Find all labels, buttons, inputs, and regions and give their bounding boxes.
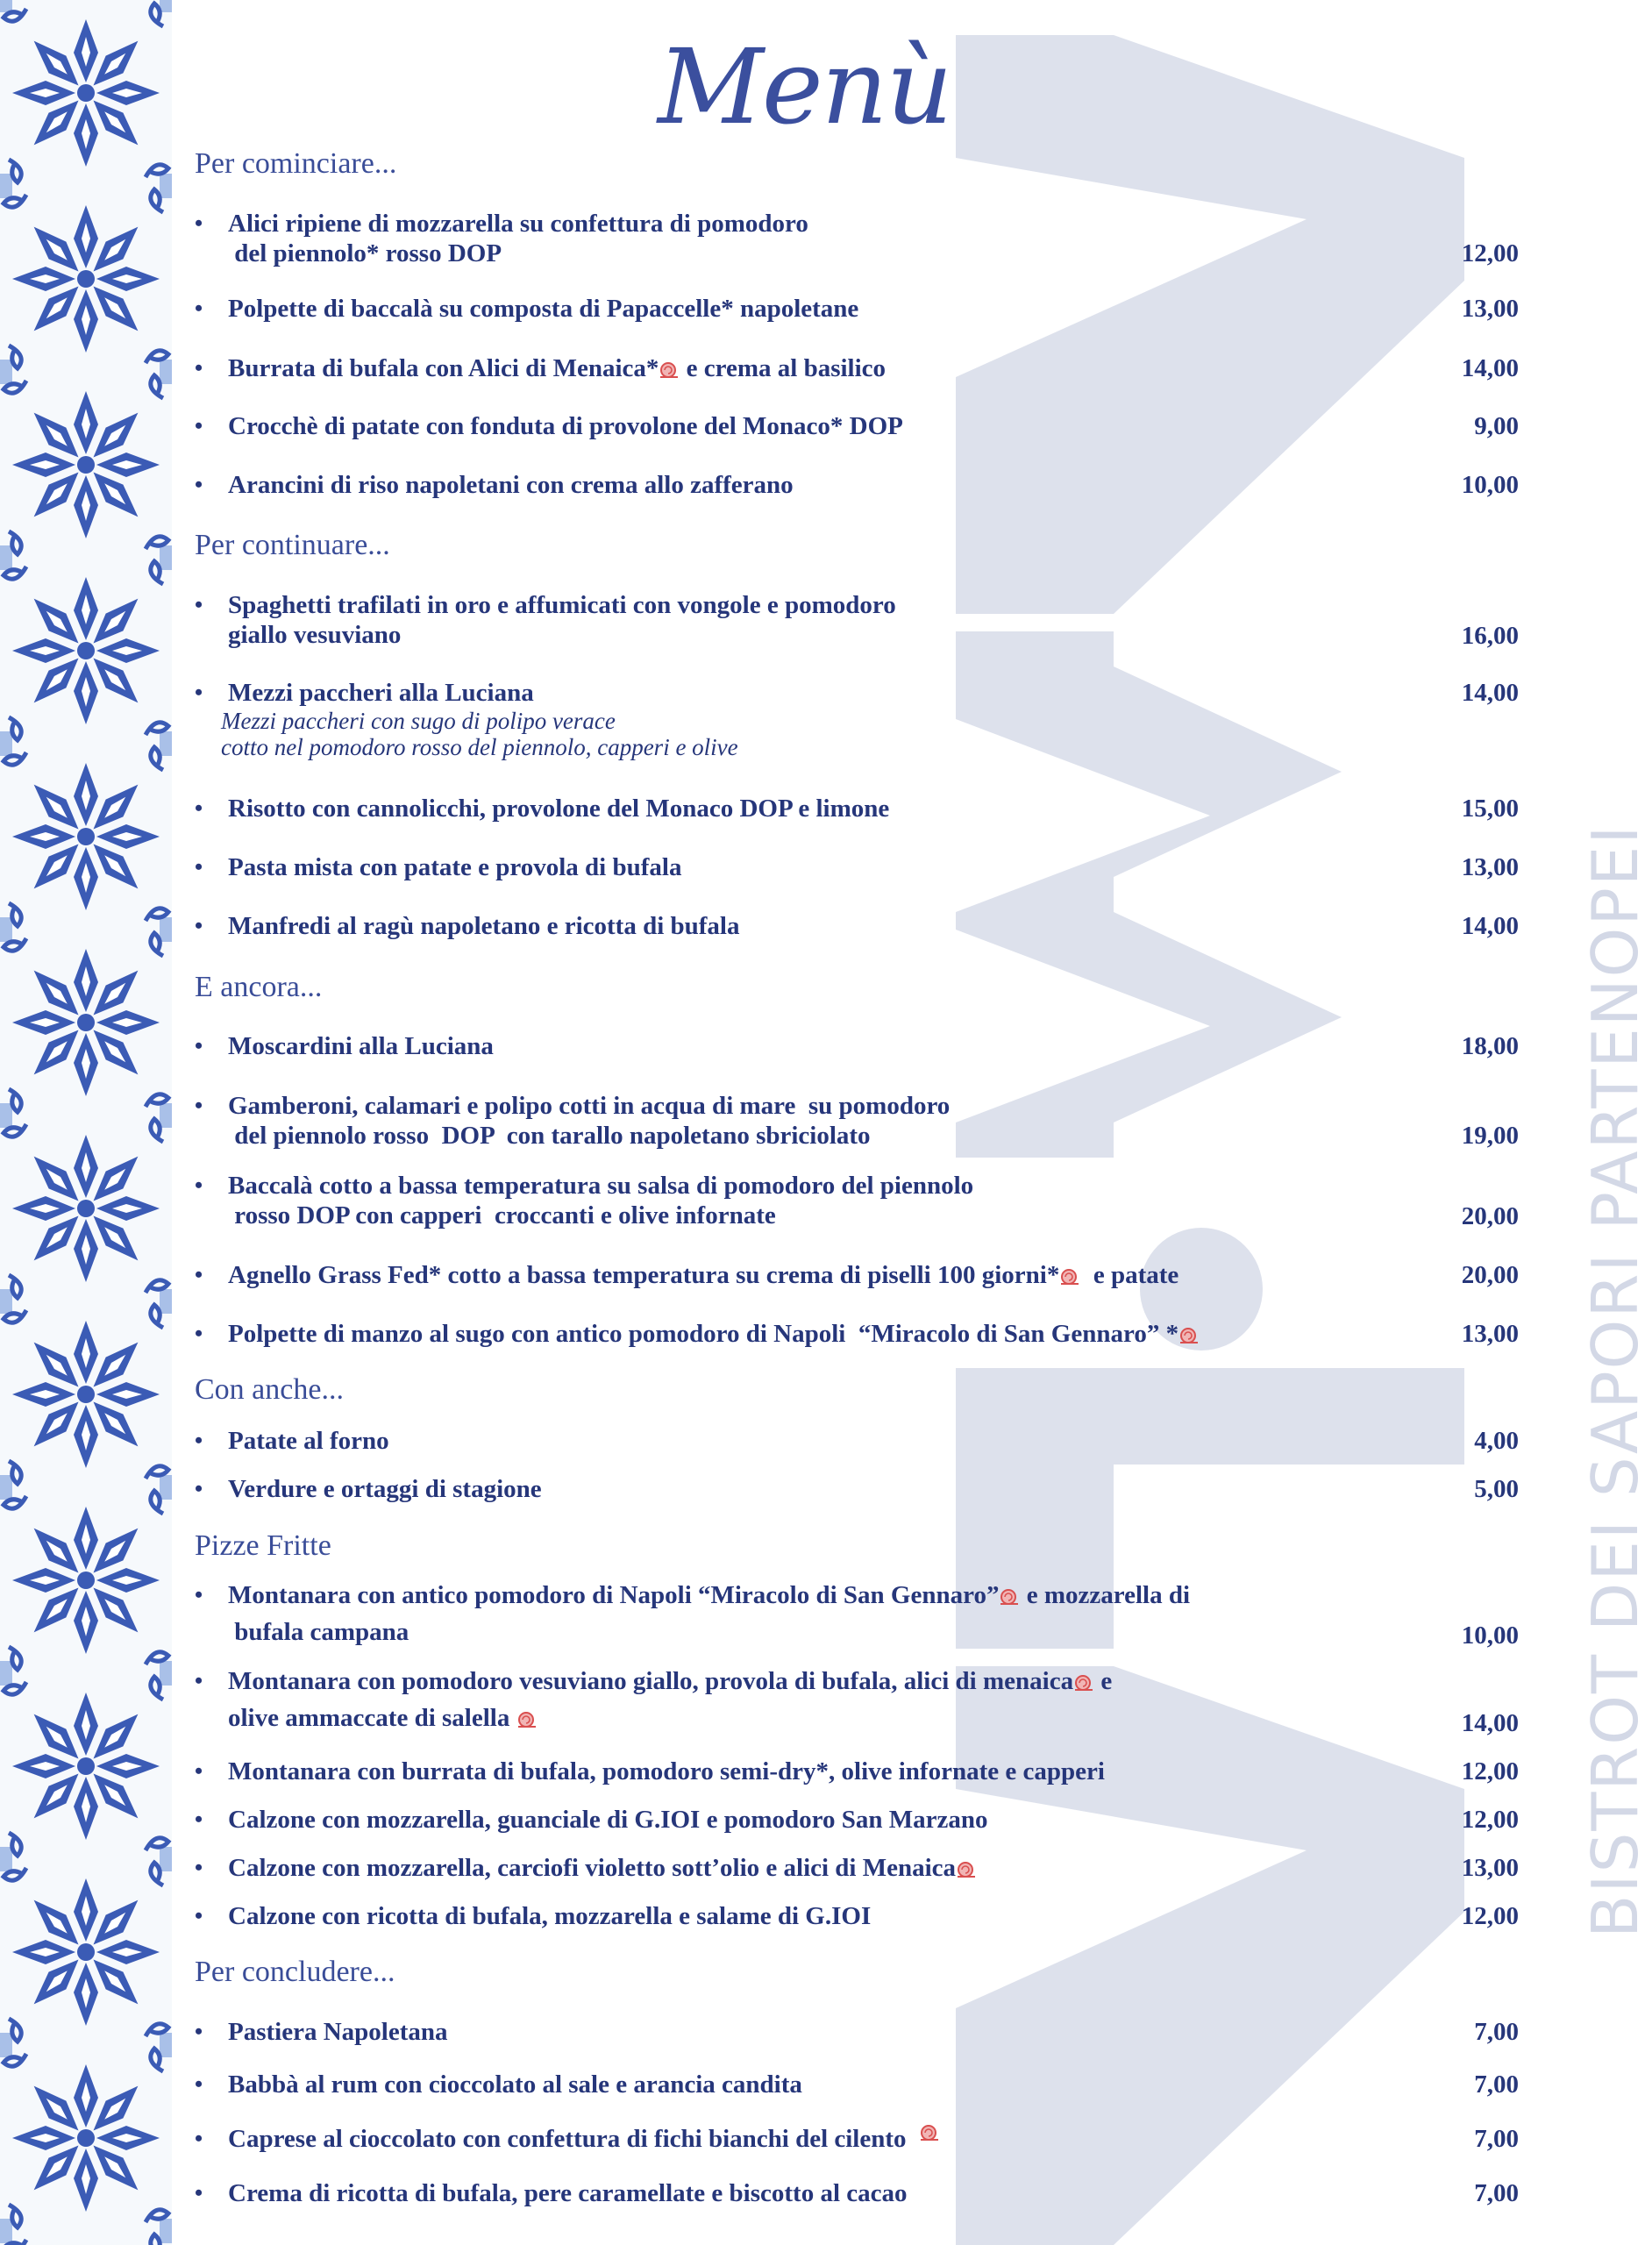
menu-item-price: 12,00 xyxy=(1461,1806,1519,1834)
menu-item-price: 15,00 xyxy=(1461,795,1519,823)
menu-item xyxy=(195,678,1519,760)
bullet-dot: • xyxy=(195,210,203,236)
bullet-dot: • xyxy=(195,2019,203,2044)
bullet-dot: • xyxy=(195,1758,203,1784)
bullet-dot: • xyxy=(195,1668,203,1693)
menu-item-price: 13,00 xyxy=(1461,295,1519,323)
menu-item-name: Montanara con antico pomodoro di Napoli “Miracolo di San Gennaro” e mozzarella di bufala campana xyxy=(228,1581,1191,1646)
bullet-dot: • xyxy=(195,1262,203,1287)
menu-item-price: 18,00 xyxy=(1461,1032,1519,1060)
menu-item-name: Polpette di manzo al sugo con antico pomodoro di Napoli “Miracolo di San Gennaro” * xyxy=(228,1319,1200,1349)
menu-item xyxy=(195,1853,1519,1888)
menu-item-price: 9,00 xyxy=(1474,412,1519,440)
menu-item xyxy=(195,1805,1519,1840)
snail-icon xyxy=(516,1711,538,1728)
menu-item-price: 14,00 xyxy=(1461,679,1519,707)
snail-icon xyxy=(1178,1327,1200,1344)
menu-item-name: Crocchè di patate con fonduta di provolone del Monaco* DOP xyxy=(228,412,903,440)
menu-item-name: Gamberoni, calamari e polipo cotti in acqua di mare su pomodoro del piennolo rosso DOP con tarallo napoletano sbriciolato xyxy=(228,1092,951,1150)
menu-item-name: Agnello Grass Fed* cotto a bassa temperatura su crema di piselli 100 giorni* e patate xyxy=(228,1261,1179,1289)
bullet-dot: • xyxy=(195,1172,203,1198)
bullet-dot: • xyxy=(195,472,203,497)
menu-item xyxy=(195,1319,1519,1354)
menu-item-name: Baccalà cotto a bassa temperatura su salsa di pomodoro del piennolo rosso DOP con capperi croccanti e olive infornate xyxy=(228,1172,974,1229)
section-heading: Per cominciare... xyxy=(195,147,397,180)
menu-item xyxy=(195,1426,1519,1461)
menu-item-name: Verdure e ortaggi di stagione xyxy=(228,1475,542,1503)
menu-item-name: Spaghetti trafilati in oro e affumicati con vongole e pomodoro giallo vesuviano xyxy=(228,591,896,649)
menu-item-name: Polpette di baccalà su composta di Papaccelle* napoletane xyxy=(228,295,859,323)
menu-item xyxy=(195,590,1519,650)
menu-item xyxy=(195,1260,1519,1295)
menu-item-price: 5,00 xyxy=(1474,1475,1519,1503)
section-heading: Per concludere... xyxy=(195,1956,395,1988)
bullet-dot: • xyxy=(195,1855,203,1880)
menu-item-name: Pastiera Napoletana xyxy=(228,2018,448,2046)
menu-item-price: 13,00 xyxy=(1461,1320,1519,1348)
snail-icon xyxy=(999,1588,1020,1606)
menu-item-name: Burrata di bufala con Alici di Menaica* e crema al basilico xyxy=(228,354,887,382)
bullet-dot: • xyxy=(195,2180,203,2206)
menu-item-price: 16,00 xyxy=(1461,622,1519,650)
menu-item xyxy=(195,411,1519,446)
menu-item-name: Moscardini alla Luciana xyxy=(228,1032,494,1060)
menu-item-price: 14,00 xyxy=(1461,1709,1519,1737)
menu-item xyxy=(195,1580,1519,1650)
menu-item-price: 4,00 xyxy=(1474,1427,1519,1455)
section-heading: E ancora... xyxy=(195,971,323,1003)
menu-item-name: Montanara con pomodoro vesuviano giallo, provola di bufala, alici di menaica e olive ammaccate di salella xyxy=(228,1667,1113,1732)
menu-item-price: 7,00 xyxy=(1474,2125,1519,2153)
menu-item-price: 10,00 xyxy=(1461,471,1519,499)
menu-item-price: 14,00 xyxy=(1461,912,1519,940)
bullet-dot: • xyxy=(195,296,203,321)
menu-item xyxy=(195,1091,1519,1150)
menu-item xyxy=(195,852,1519,887)
menu-item-description: cotto nel pomodoro rosso del piennolo, capperi e olive xyxy=(221,734,738,760)
menu-item-price: 19,00 xyxy=(1461,1122,1519,1150)
menu-item-price: 14,00 xyxy=(1461,354,1519,382)
menu-item-name: Manfredi al ragù napoletano e ricotta di bufala xyxy=(228,912,740,940)
bullet-dot: • xyxy=(195,1582,203,1607)
section-heading: Per continuare... xyxy=(195,529,390,561)
menu-item-name: Arancini di riso napoletani con crema allo zafferano xyxy=(228,471,794,499)
menu-item xyxy=(195,1666,1519,1737)
menu-item-price: 20,00 xyxy=(1461,1202,1519,1230)
menu-item xyxy=(195,1901,1519,1936)
menu-item-name: Alici ripiene di mozzarella su confettura di pomodoro del piennolo* rosso DOP xyxy=(228,210,808,267)
menu-item xyxy=(195,353,1519,388)
bistrot-subtitle-watermark: BISTROT DEI SAPORI PARTENOPEI xyxy=(1578,823,1652,1938)
menu-item-price: 12,00 xyxy=(1461,1757,1519,1785)
menu-item xyxy=(195,2124,1519,2159)
menu-item xyxy=(195,1171,1519,1230)
menu-item xyxy=(195,2070,1519,2105)
menu-item xyxy=(195,1757,1519,1792)
menu-item xyxy=(195,209,1519,267)
menu-item-name: Patate al forno xyxy=(228,1427,389,1455)
snail-icon xyxy=(919,2124,940,2142)
bullet-dot: • xyxy=(195,1807,203,1832)
page-title: Menù xyxy=(658,26,951,147)
menu-item-price: 20,00 xyxy=(1461,1261,1519,1289)
section-heading: Pizze Fritte xyxy=(195,1529,331,1562)
menu-item-name: Caprese al cioccolato con confettura di fichi bianchi del cilento xyxy=(228,2124,940,2154)
menu-item xyxy=(195,794,1519,829)
menu-item-price: 12,00 xyxy=(1461,1902,1519,1930)
bullet-dot: • xyxy=(195,1093,203,1118)
menu-item-name: Montanara con burrata di bufala, pomodoro semi-dry*, olive infornate e capperi xyxy=(228,1757,1105,1785)
menu-item xyxy=(195,2017,1519,2052)
bullet-dot: • xyxy=(195,1903,203,1928)
menu-item-price: 13,00 xyxy=(1461,1854,1519,1882)
menu-item xyxy=(195,2178,1519,2213)
bullet-dot: • xyxy=(195,1033,203,1058)
menu-item-price: 13,00 xyxy=(1461,853,1519,881)
bullet-dot: • xyxy=(195,1428,203,1453)
menu-item-name: Pasta mista con patate e provola di bufala xyxy=(228,853,682,881)
menu-item-price: 10,00 xyxy=(1461,1621,1519,1650)
menu-item-name: Calzone con mozzarella, carciofi violetto sott’olio e alici di Menaica xyxy=(228,1853,977,1883)
menu-item xyxy=(195,294,1519,329)
bullet-dot: • xyxy=(195,680,203,705)
bullet-dot: • xyxy=(195,913,203,938)
snail-icon xyxy=(1059,1268,1080,1286)
menu-item xyxy=(195,911,1519,946)
bullet-dot: • xyxy=(195,355,203,381)
snail-icon xyxy=(659,361,680,379)
menu-item-name: Calzone con mozzarella, guanciale di G.IOI e pomodoro San Marzano xyxy=(228,1806,988,1834)
menu-item-price: 12,00 xyxy=(1461,239,1519,267)
menu-item-name: Mezzi paccheri alla Luciana Mezzi paccheri con sugo di polipo verace cotto nel pomodoro rosso del piennolo, capperi e olive xyxy=(221,679,738,760)
bullet-dot: • xyxy=(195,2126,203,2151)
menu-item xyxy=(195,470,1519,505)
section-heading: Con anche... xyxy=(195,1373,344,1406)
menu-item xyxy=(195,1031,1519,1066)
bullet-dot: • xyxy=(195,413,203,438)
menu-item-name: Crema di ricotta di bufala, pere caramellate e biscotto al cacao xyxy=(228,2179,908,2207)
snail-icon xyxy=(1073,1674,1094,1692)
bullet-dot: • xyxy=(195,592,203,617)
bullet-dot: • xyxy=(195,1476,203,1501)
bullet-dot: • xyxy=(195,2071,203,2097)
menu-item-name: Risotto con cannolicchi, provolone del Monaco DOP e limone xyxy=(228,795,890,823)
menu-item-price: 7,00 xyxy=(1474,2179,1519,2207)
menu-item xyxy=(195,1474,1519,1509)
menu-item-name: Calzone con ricotta di bufala, mozzarella e salame di G.IOI xyxy=(228,1902,872,1930)
bullet-dot: • xyxy=(195,795,203,821)
menu-item-price: 7,00 xyxy=(1474,2070,1519,2099)
menu-item-name: Babbà al rum con cioccolato al sale e arancia candita xyxy=(228,2070,802,2099)
menu-item-description: Mezzi paccheri con sugo di polipo verace xyxy=(221,708,616,734)
bullet-dot: • xyxy=(195,1321,203,1346)
snail-icon xyxy=(956,1861,977,1878)
menu-item-price: 7,00 xyxy=(1474,2018,1519,2046)
bullet-dot: • xyxy=(195,854,203,880)
